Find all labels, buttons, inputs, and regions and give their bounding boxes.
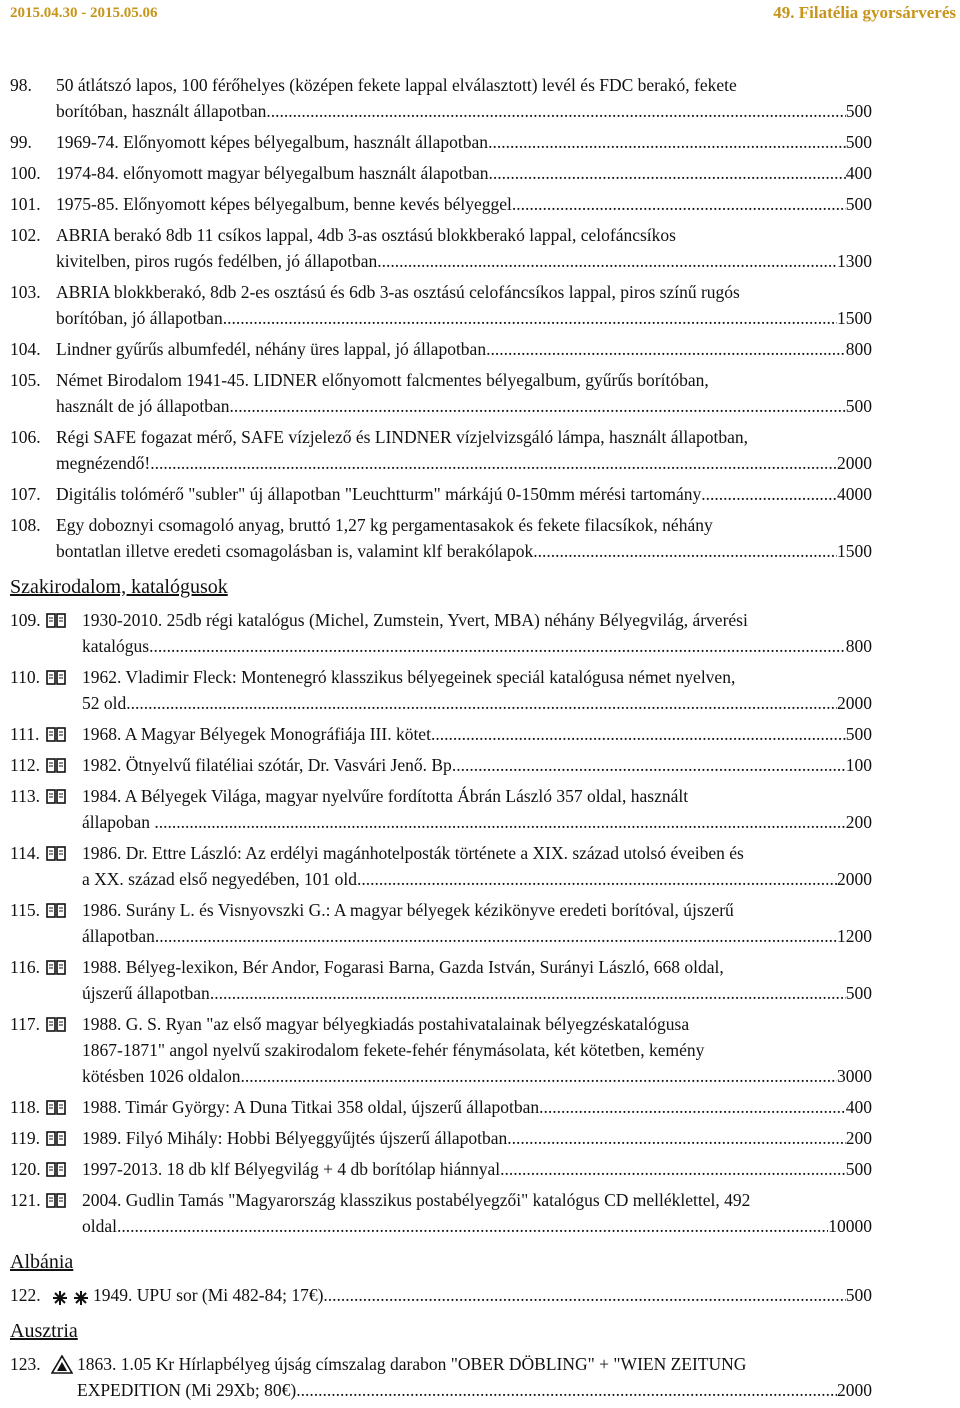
lot-price-line [56,129,872,155]
book-icon [46,958,66,976]
lot-text-line: bontatlan illetve eredeti csomagolásban is, valamint klf berakólapok [56,541,534,561]
dot-leader [539,1094,846,1120]
lot-entry [10,897,872,949]
lot-price-line [82,980,872,1006]
lot-number: 98. [10,75,32,95]
lot-number: 109. [10,610,41,630]
lot-text-line: borítóban, jó állapotban [56,308,223,328]
lot-price: 500 [845,194,872,214]
triangle-icon [51,1355,73,1374]
lot-text-line: megnézendő! [56,453,151,473]
book-icon [46,1160,66,1178]
lot-text-line: 2004. Gudlin Tamás "Magyarország klasszikus postabélyegzői" katalógus CD melléklettel, 492 [82,1190,751,1210]
lot-text-line: borítóban, használt állapotban [56,101,267,121]
lot-entry [10,512,872,564]
lot-price-line [82,690,872,716]
lot-price-line [56,98,872,124]
spacer [10,1308,872,1313]
book-icon [46,756,66,774]
dot-leader [159,923,837,949]
lot-entry [10,1187,872,1239]
lot-price: 500 [845,1285,872,1305]
lot-description [56,129,872,155]
lot-entry [10,1011,872,1089]
page-header [0,0,960,28]
dot-leader [486,336,846,362]
lot-entry [10,1156,872,1182]
lot-description [82,752,872,778]
lot-price-line [93,1282,872,1308]
lot-entry [10,664,872,716]
lot-text-line: 1984. A Bélyegek Világa, magyar nyelvűre fordította Ábrán László 357 oldal, használt [82,786,689,806]
lot-price: 4000 [837,484,872,504]
book-icon [46,725,66,743]
lot-description [77,1351,872,1403]
lot-text-line: 1863. 1.05 Kr Hírlapbélyeg újság címszalag darabon "OBER DÖBLING" + "WIEN ZEITUNG [77,1354,747,1374]
lot-price: 500 [845,724,872,744]
dot-leader [117,1213,828,1239]
lot-entry [10,1282,872,1308]
lot-price-line [56,248,872,274]
lot-price-line [56,393,872,419]
lot-price-line [82,1125,872,1151]
lot-price: 500 [845,983,872,1003]
lot-number: 122. [10,1285,41,1305]
dot-leader [149,633,846,659]
lot-text-line: 50 átlátszó lapos, 100 férőhelyes (középen fekete lappal elválasztott) levél és FDC berakó, fekete [56,75,737,95]
dot-leader [323,1282,845,1308]
dot-leader [507,1125,845,1151]
lot-description [82,1187,872,1239]
lot-description [56,424,872,476]
book-icon [46,901,66,919]
dot-leader [296,1377,837,1403]
spacer [10,1403,872,1408]
lot-number: 106. [10,427,41,447]
lot-price: 800 [845,339,872,359]
book-icon [46,844,66,862]
dot-leader [150,450,837,476]
lot-number: 120. [10,1159,41,1179]
lot-price: 2000 [837,1380,872,1400]
lot-number: 115. [10,900,40,920]
book-icon [46,1191,66,1209]
lot-price: 800 [845,636,872,656]
lot-price: 1500 [837,308,872,328]
book-icon [46,611,66,629]
book-icon [46,1129,66,1147]
book-icon [46,668,66,686]
lot-price: 400 [845,1097,872,1117]
lot-number: 123. [10,1354,41,1374]
lot-price-line [82,633,872,659]
dot-leader [377,248,837,274]
lot-entry [10,752,872,778]
lot-text-line: 1975-85. Előnyomott képes bélyegalbum, benne kevés bélyeggel [56,194,512,214]
dot-leader [701,481,837,507]
lot-number: 119. [10,1128,40,1148]
lot-number: 100. [10,163,41,183]
lot-text-line: 1986. Dr. Ettre László: Az erdélyi magánhotelposták története a XIX. század utolsó éveiben és [82,843,744,863]
lot-price: 200 [845,812,872,832]
lot-text-line: 1962. Vladimir Fleck: Montenegró klasszikus bélyegeinek speciál katalógusa német nyelven, [82,667,736,687]
lot-entry [10,1094,872,1120]
lot-description [82,1125,872,1151]
lot-text-line: állapotban. [82,926,160,946]
lot-price-line [82,1094,872,1120]
lot-text-line: 1988. Timár György: A Duna Titkai 358 oldal, újszerű állapotban [82,1097,540,1117]
lot-entry [10,481,872,507]
lot-number: 102. [10,225,41,245]
lot-number: 117. [10,1014,40,1034]
dot-leader [488,129,846,155]
lot-price: 3000 [837,1066,872,1086]
lot-entry [10,191,872,217]
lot-text-line: EXPEDITION (Mi 29Xb; 80€) [77,1380,297,1400]
lot-text-line: a XX. század első negyedében, 101 old. [82,869,362,889]
lot-price: 500 [845,396,872,416]
section-heading: Szakirodalom, katalógusok [10,576,228,598]
lot-price: 2000 [837,453,872,473]
lot-price-line [56,538,872,564]
lot-number: 99. [10,132,32,152]
lot-description [82,721,872,747]
lot-text-line: 1969-74. Előnyomott képes bélyegalbum, használt állapotban [56,132,489,152]
lot-entry [10,721,872,747]
lot-price-line [56,481,872,507]
lot-text-line: kötésben 1026 oldalon [82,1066,241,1086]
section-heading: Ausztria [10,1320,78,1342]
spacer [10,1239,872,1244]
lot-text-line: Lindner gyűrűs albumfedél, néhány üres lappal, jó állapotban [56,339,487,359]
lot-number: 105. [10,370,41,390]
dot-leader [159,809,846,835]
lot-price-line [82,866,872,892]
spacer [10,564,872,569]
lot-entry [10,607,872,659]
lot-entry [10,279,872,331]
lot-description [82,897,872,949]
lot-price: 1500 [837,541,872,561]
book-icon [46,1015,66,1033]
lot-number: 104. [10,339,41,359]
lot-entry [10,840,872,892]
lot-number: 113. [10,786,40,806]
book-icon [46,1098,66,1116]
lot-entry [10,336,872,362]
auction-title: 49. Filatélia gyorsárverés [773,3,956,22]
dot-leader [266,98,845,124]
lot-entry [10,1351,872,1403]
lot-number: 110. [10,667,40,687]
lot-entry [10,954,872,1006]
dot-leader [361,866,837,892]
dot-leader [489,160,846,186]
lot-description [56,481,872,507]
dot-leader [452,752,846,778]
dot-leader [431,721,846,747]
lot-price-line [82,721,872,747]
lot-text-line: 1968. A Magyar Bélyegek Monográfiája III. kötet [82,724,431,744]
lot-price: 2000 [837,693,872,713]
lot-description [82,954,872,1006]
lot-description [82,1094,872,1120]
lot-text-line: 1867-1871" angol nyelvű szakirodalom fekete-fehér fénymásolata, két kötetben, kemény [82,1040,705,1060]
lot-price-line [77,1377,872,1403]
lot-entry [10,72,872,124]
lot-description [56,367,872,419]
lot-description [56,160,872,186]
double-star-icon [50,1287,92,1303]
lot-number: 108. [10,515,41,535]
lot-text-line: 1988. Bélyeg-lexikon, Bér Andor, Fogarasi Barna, Gazda István, Surányi László, 668 oldal, [82,957,724,977]
dot-leader [500,1156,846,1182]
lot-entry [10,222,872,274]
lot-text-line: 1949. UPU sor (Mi 482-84; 17€) [93,1285,324,1305]
lot-description [82,607,872,659]
lot-description [56,191,872,217]
lot-price-line [56,160,872,186]
lot-price: 500 [845,101,872,121]
lot-entry [10,160,872,186]
auction-list [10,72,872,1408]
lot-text-line: Régi SAFE fogazat mérő, SAFE vízjelező és LINDNER vízjelvizsgáló lámpa, használt állapotban, [56,427,749,447]
lot-text-line: állapoban . [82,812,159,832]
lot-number: 114. [10,843,40,863]
lot-price-line [82,923,872,949]
lot-text-line: Német Birodalom 1941-45. LIDNER előnyomott falcmentes bélyegalbum, gyűrűs borítóban, [56,370,709,390]
dot-leader [229,393,845,419]
lot-price-line [82,1156,872,1182]
book-icon [46,787,66,805]
dot-leader [533,538,837,564]
lot-text-line: 1982. Ötnyelvű filatéliai szótár, Dr. Vasvári Jenő. Bp [82,755,452,775]
lot-price-line [56,450,872,476]
lot-description [56,279,872,331]
dot-leader [240,1063,837,1089]
lot-number: 118. [10,1097,40,1117]
dot-leader [512,191,846,217]
lot-text-line: újszerű állapotban [82,983,210,1003]
dot-leader [131,690,837,716]
lot-text-line: oldal [82,1216,117,1236]
lot-price-line [56,305,872,331]
lot-price: 1300 [837,251,872,271]
lot-price: 200 [845,1128,872,1148]
lot-text-line: 1988. G. S. Ryan "az első magyar bélyegkiadás postahivatalainak bélyegzéskatalógusa [82,1014,690,1034]
lot-price: 10000 [828,1216,872,1236]
lot-number: 103. [10,282,41,302]
lot-entry [10,424,872,476]
lot-price-line [82,1063,872,1089]
lot-description [56,222,872,274]
lot-description [93,1282,872,1308]
lot-number: 116. [10,957,40,977]
lot-price-line [82,1213,872,1239]
lot-description [82,783,872,835]
lot-price: 500 [845,132,872,152]
lot-entry [10,783,872,835]
lot-price: 2000 [837,869,872,889]
lot-price-line [56,191,872,217]
lot-price-line [82,809,872,835]
lot-text-line: ABRIA blokkberakó, 8db 2-es osztású és 6db 3-as osztású celofáncsíkos lappal, piros színű rugós [56,282,740,302]
lot-price: 500 [845,1159,872,1179]
lot-entry [10,1125,872,1151]
lot-number: 112. [10,755,40,775]
lot-number: 101. [10,194,41,214]
lot-price: 1200 [837,926,872,946]
lot-entry [10,367,872,419]
date-range: 2015.04.30 - 2015.05.06 [10,5,158,21]
lot-description [82,1011,872,1089]
lot-text-line: Egy doboznyi csomagoló anyag, bruttó 1,27 kg pergamentasakok és fekete filacsíkok, néhány [56,515,713,535]
dot-leader [210,980,846,1006]
lot-text-line: 1986. Surány L. és Visnyovszki G.: A magyar bélyegek kézikönyve eredeti borítóval, újszerű [82,900,734,920]
section-heading: Albánia [10,1251,74,1273]
lot-number: 121. [10,1190,41,1210]
lot-number: 111. [10,724,40,744]
lot-text-line: kivitelben, piros rugós fedélben, jó állapotban [56,251,378,271]
lot-price: 400 [845,163,872,183]
lot-text-line: 1989. Filyó Mihály: Hobbi Bélyeggyűjtés újszerű állapotban [82,1128,508,1148]
lot-description [82,664,872,716]
lot-price-line [56,336,872,362]
lot-price: 100 [845,755,872,775]
lot-text-line: 52 old. [82,693,131,713]
lot-description [82,1156,872,1182]
lot-text-line: Digitális tolómérő "subler" új állapotban "Leuchtturm" márkájú 0-150mm mérési tartomány [56,484,702,504]
lot-text-line: használt de jó állapotban [56,396,230,416]
lot-text-line: ABRIA berakó 8db 11 csíkos lappal, 4db 3-as osztású blokkberakó lappal, celofáncsíkos [56,225,676,245]
lot-description [82,840,872,892]
lot-description [56,512,872,564]
dot-leader [223,305,837,331]
lot-description [56,72,872,124]
lot-price-line [82,752,872,778]
lot-text-line: 1930-2010. 25db régi katalógus (Michel, Zumstein, Yvert, MBA) néhány Bélyegvilág, árverési [82,610,748,630]
lot-text-line: katalógus [82,636,150,656]
lot-text-line: 1997-2013. 18 db klf Bélyegvilág + 4 db borítólap hiánnyal [82,1159,501,1179]
lot-number: 107. [10,484,41,504]
lot-text-line: 1974-84. előnyomott magyar bélyegalbum használt álapotban [56,163,489,183]
lot-entry [10,129,872,155]
lot-description [56,336,872,362]
